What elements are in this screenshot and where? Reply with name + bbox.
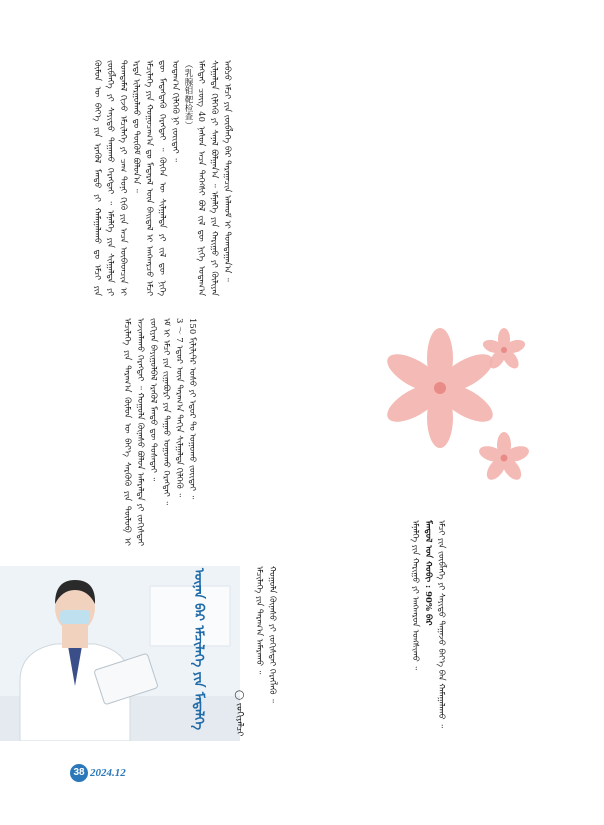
paragraph: ᠡᠮᠴᠢᠯᠡᠭᠡ ᠶᠢᠨ ᠬᠤᠭᠤᠴᠠᠭ᠎ᠠ ᠳᠤ ᠮᠡᠳᠡᠷᠡᠯ ᠦᠨ ᠪᠠᠢᠳᠠᠯ ᠢ ᠠᠩᠬᠠᠷᠴᠤ ᠡᠮᠴᠢ ᠳᠦ ᠮᠡᠳᠡᠭᠳᠡᠬᠦ ᠬᠡᠷᠡᠭᠲᠡᠢ ᠃ ᠬᠥᠬᠡᠨ ᠦ ᠰᠢᠯᠭᠠᠯᠲᠠ ᠶᠢ ᠵᠢᠯ ᠳᠦ ᠨᠢᠭᠡ ᠤᠳᠠᠭ᠎ᠠ ᠬᠢᠯᠭᠡᠬᠦ ᠨᠢ ᠵᠦᠢᠲᠡᠢ ᠃ bbox=[144, 60, 180, 296]
flower-decoration bbox=[378, 318, 538, 493]
author-byline: ◯ ᠵᠣᠬᠢᠶᠠᠯᠴᠢ bbox=[234, 690, 244, 737]
body-column-bottom bbox=[252, 566, 367, 736]
paragraph: ᠬᠣᠭᠣᠯᠠ ᠬᠦᠨᠡᠰᠦ ᠶᠢ ᠵᠣᠬᠢᠰᠲᠠᠢ ᠬᠡᠷᠡᠭᠯᠡᠬᠦ ᠃ bbox=[267, 566, 277, 703]
paragraph: ᠡᠮ ᠢ ᠡᠮᠴᠢ ᠶᠢᠨ ᠵᠢᠭᠠᠪᠤᠷᠢ ᠶᠢᠨ ᠳᠠᠭᠠᠤ ᠤᠭᠤᠬᠤ ᠬᠡᠷᠡᠭᠲᠡᠢ ᠃ bbox=[161, 318, 171, 506]
body-column-middle bbox=[120, 318, 395, 546]
bold-heading: ᠮᠠᠨᠳᠤᠯ ᠤᠨ ᠬᠤᠪᠢ : 90% ᠪᠠᠷ bbox=[423, 520, 433, 626]
cjk-inline-term: （乳腺钼靶检查） bbox=[183, 60, 193, 130]
flower-small-bottom bbox=[477, 432, 531, 483]
paragraph: ᠡᠮᠴᠢ ᠶᠢᠨ ᠵᠥᠪᠯᠡᠭᠡ ᠶᠢ ᠰᠠᠶᠢᠲᠤ ᠳᠠᠭᠠᠵᠤ ᠪᠡᠶ᠎ᠡ ᠪᠡᠨ ᠬᠠᠮᠠᠭᠠᠯᠠᠬᠤ ᠃ bbox=[436, 520, 446, 728]
paragraph: ᠡᠮᠴᠢᠯᠡᠭᠡ ᠶᠢᠨ ᠳᠠᠷᠠᠭ᠎ᠠ ᠬᠥᠮᠦᠨ ᠦ ᠪᠡᠶ᠎ᠡ ᠰᠡᠷᠭᠦᠬᠦ ᠶᠢᠨ ᠲᠥᠯᠦᠪ ᠢ ᠠᠵᠢᠭᠯᠠᠬᠤ ᠬᠡᠷᠡᠭᠲᠡᠢ ᠃ ᠬᠣᠭᠣᠯᠠ ᠬᠦᠨᠡᠰᠦ ᠪᠣᠯᠤᠨ ᠠᠮᠠᠷᠠᠯᠲᠠ ᠶᠢ ᠵᠣᠬᠢᠰᠲᠠᠢ ᠵᠣᠬᠢᠶᠠᠨ ᠪᠠᠶᠢᠭᠤᠯᠪᠠᠯ ᠡᠷᠡᠭᠦᠯ ᠮᠡᠨᠳᠦ ᠳᠦ ᠲᠤᠰᠠᠲᠠᠢ ᠃ bbox=[122, 318, 158, 546]
body-column-right bbox=[408, 520, 530, 750]
body-column-top bbox=[90, 60, 530, 296]
paragraph: 150 ᠮᠢᠯᠢᠯᠢᠲᠷ ᠤᠰᠤ ᠶᠢ ᠡᠳᠦᠷ ᠲᠤ ᠤᠭᠤᠬᠤ ᠵᠦᠢᠲᠡᠢ ᠃ bbox=[187, 318, 197, 500]
paragraph: ᠡᠮᠡᠭᠲᠡᠢ ᠴᠦᠭ 40 ᠨᠠᠰᠤᠨ ᠠᠴᠠ ᠳᠡᠭᠡᠭᠰᠢ ᠪᠣᠯ ᠵᠢᠯ ᠳᠦ ᠨᠢᠭᠡ ᠤᠳᠠᠭ᠎ᠠ ᠰᠢᠯᠭᠠᠯᠲᠠ ᠬᠢᠯᠭᠡᠬᠦ ᠶᠢ ᠰᠠᠨᠠᠯ ᠪᠣᠯᠭᠠᠨ᠎ᠠ ᠃ ᠡᠮᠨᠡᠯᠭᠡ ᠶᠢᠨ ᠬᠠᠷᠢᠭᠤ ᠶᠢ ᠬᠦᠯᠢᠶᠡᠨ ᠠᠪᠴᠤ ᠡᠮᠴᠢ ᠶᠢᠨ ᠵᠥᠪᠯᠡᠭᠡ ᠪᠡᠷ ᠳᠠᠷᠠᠭᠠᠴᠢᠨ ᠠᠯᠬᠤᠮ ᠢ ᠲᠣᠭᠲᠠᠭᠠᠨ᠎ᠠ ᠃ bbox=[196, 60, 232, 296]
paragraph: ᠬᠥᠮᠦᠨ ᠦ ᠪᠡᠶ᠎ᠡ ᠶᠢᠨ ᠡᠷᠡᠭᠦᠯ ᠮᠡᠨᠳᠦ ᠶᠢ ᠬᠠᠮᠠᠭᠠᠯᠠᠬᠤ ᠳᠤ ᠡᠮᠴᠢ ᠶᠢᠨ ᠵᠥᠪᠯᠡᠭᠡ ᠶᠢ ᠰᠠᠶᠢᠲᠤ ᠳᠠᠭᠠᠬᠤ ᠬᠡᠷᠡᠭᠲᠡᠢ ᠃ ᠡᠮᠨᠡᠯᠭᠡ ᠶᠢᠨ ᠰᠢᠯᠭᠠᠯᠲᠠ ᠶᠢ ᠲᠣᠭᠲᠠᠮᠠᠯ ᠬᠢᠵᠦ ᠡᠮᠴᠢᠯᠡᠭᠡ ᠶᠢ ᠴᠠᠭ ᠲᠤᠨᠢ ᠬᠢᠬᠦ ᠶᠢᠨ ᠠᠴᠠ ᠥᠪᠡᠳᠴᠢᠨ ᠢ ᠡᠷᠲᠡ ᠢᠯᠠᠷᠭᠤᠯᠬᠤ ᠳᠤ ᠳᠥᠭᠥᠮ ᠪᠣᠯᠤᠨ᠎ᠠ ᠃ bbox=[92, 60, 141, 296]
page-number: 38 bbox=[70, 764, 88, 782]
article-title: ᠦᠨᠡᠨ ᠪᠡᠷ ᠡᠮᠴᠢᠯᠡᠭᠡ ᠶᠢᠨ ᠮᠡᠳᠡᠯᠭᠡ bbox=[191, 568, 206, 730]
paragraph: ᠡᠮᠨᠡᠯᠭᠡ ᠶᠢᠨ ᠬᠠᠷᠢᠭᠤ ᠶᠢ ᠠᠩᠬᠠᠷᠤᠨ ᠤᠩᠰᠢᠬᠤ ᠃ bbox=[410, 520, 420, 671]
paragraph: ᠡᠮᠴᠢᠯᠡᠭᠡ ᠶᠢᠨ ᠳᠠᠷᠠᠭ᠎ᠠ ᠠᠮᠠᠷᠠᠬᠤ ᠃ bbox=[254, 566, 264, 675]
paragraph: 3 ～ 7 ᠡᠳᠦᠷ ᠦᠨ ᠳᠠᠷᠠᠭ᠎ᠠ ᠳᠠᠬᠢᠨ ᠰᠢᠯᠭᠠᠯᠲᠠ ᠬᠢᠯᠭᠡᠬᠦ ᠃ bbox=[174, 318, 184, 497]
paragraph bbox=[181, 60, 194, 296]
flower-large bbox=[382, 328, 499, 448]
issue-date: 2024.12 bbox=[90, 767, 126, 779]
